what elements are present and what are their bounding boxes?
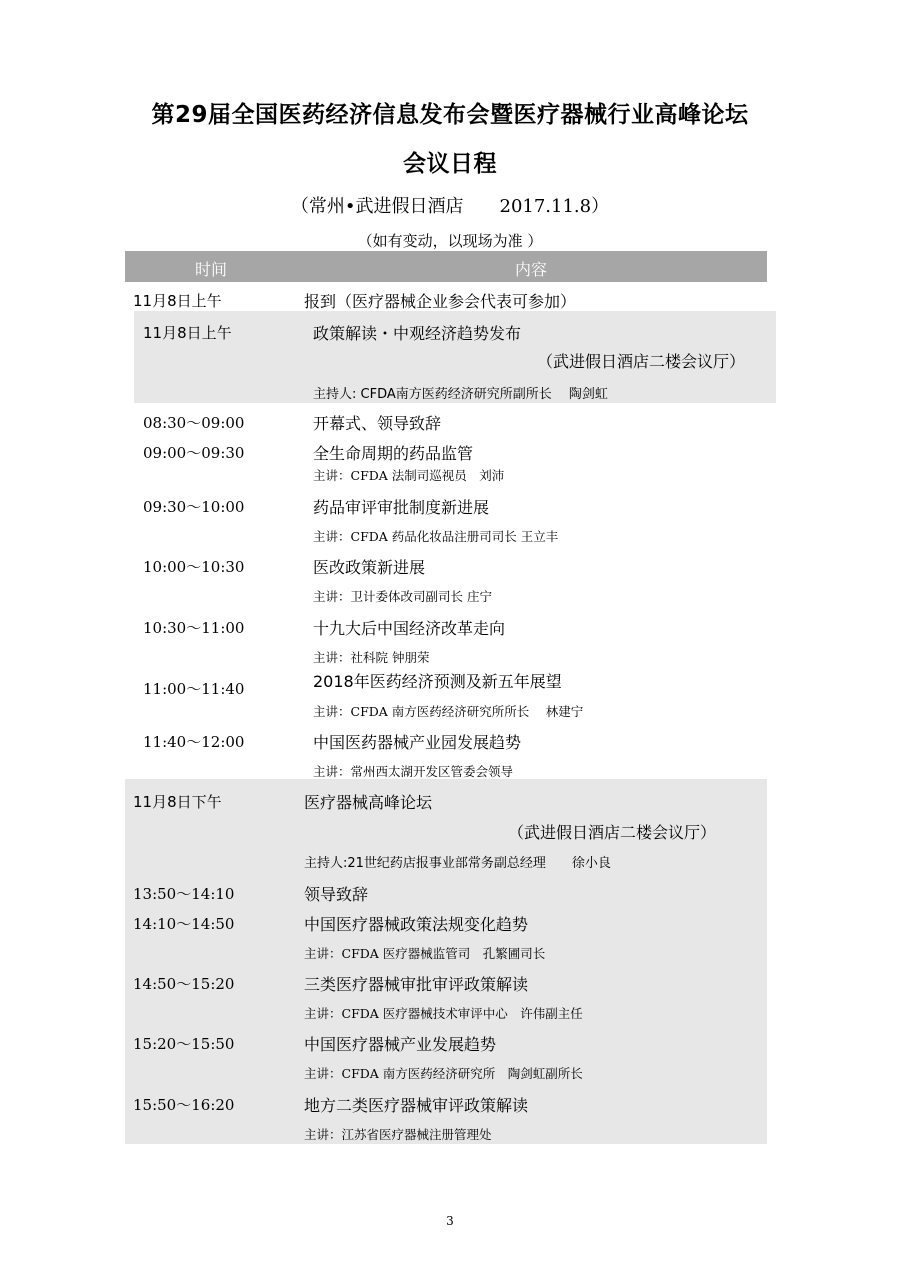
header-time: 时间 <box>195 260 228 279</box>
schedule-time: 10:00～10:30 <box>143 558 245 576</box>
schedule-time: 13:50～14:10 <box>133 885 235 903</box>
schedule-speaker: 主讲：CFDA 医疗器械技术审评中心 许伟副主任 <box>304 1006 583 1021</box>
schedule-topic: 领导致辞 <box>304 885 369 904</box>
schedule-speaker: 主讲：卫计委体改司副司长 庄宁 <box>313 589 492 604</box>
schedule-time: 09:30～10:00 <box>143 498 245 516</box>
schedule-topic: 地方二类医疗器械审评政策解读 <box>304 1096 529 1115</box>
schedule-speaker: 主讲：CFDA 南方医药经济研究所所长 林建宁 <box>313 704 584 719</box>
registration-time: 11月8日上午 <box>133 292 222 310</box>
schedule-topic: 药品审评审批制度新进展 <box>313 498 490 517</box>
schedule-time: 11:40～12:00 <box>143 733 245 751</box>
schedule-speaker: 主讲：CFDA 法制司巡视员 刘沛 <box>313 468 505 483</box>
afternoon-session-host: 主持人:21世纪药店报事业部常务副总经理 徐小良 <box>304 856 611 871</box>
page-number: 3 <box>446 1214 454 1228</box>
schedule-time: 08:30～09:00 <box>143 414 245 432</box>
schedule-topic: 2018年医药经济预测及新五年展望 <box>313 672 562 691</box>
schedule-topic: 全生命周期的药品监管 <box>313 444 474 463</box>
morning-session-host: 主持人: CFDA南方医药经济研究所副所长 陶剑虹 <box>313 387 608 402</box>
morning-session-location: （武进假日酒店二楼会议厅） <box>537 352 746 371</box>
schedule-topic: 医改政策新进展 <box>313 558 426 577</box>
registration-text: 报到（医疗器械企业参会代表可参加） <box>304 292 577 311</box>
schedule-time: 14:50～15:20 <box>133 975 235 993</box>
afternoon-session-location: （武进假日酒店二楼会议厅） <box>508 823 717 842</box>
schedule-time: 10:30～11:00 <box>143 619 245 637</box>
schedule-time: 11:00～11:40 <box>143 680 245 698</box>
schedule-topic: 中国医药器械产业园发展趋势 <box>313 733 522 752</box>
schedule-time: 15:20～15:50 <box>133 1035 235 1053</box>
document-title: 第29届全国医药经济信息发布会暨医疗器械行业高峰论坛 <box>151 102 749 128</box>
document-subtitle: 会议日程 <box>403 151 497 177</box>
schedule-topic: 中国医疗器械政策法规变化趋势 <box>304 915 529 934</box>
schedule-speaker: 主讲：江苏省医疗器械注册管理处 <box>304 1127 492 1142</box>
schedule-speaker: 主讲：CFDA 药品化妆品注册司司长 王立丰 <box>313 529 559 544</box>
schedule-time: 14:10～14:50 <box>133 915 235 933</box>
change-note: （如有变动，以现场为准 ） <box>357 232 543 250</box>
schedule-speaker: 主讲：CFDA 医疗器械监管司 孔繁圃司长 <box>304 946 546 961</box>
afternoon-session-title: 医疗器械高峰论坛 <box>304 793 433 812</box>
afternoon-session-time: 11月8日下午 <box>133 793 222 811</box>
schedule-topic: 十九大后中国经济改革走向 <box>313 619 506 638</box>
schedule-speaker: 主讲：常州西太湖开发区管委会领导 <box>313 764 514 779</box>
morning-session-time: 11月8日上午 <box>143 324 232 342</box>
schedule-time: 09:00～09:30 <box>143 444 245 462</box>
schedule-topic: 中国医疗器械产业发展趋势 <box>304 1035 497 1054</box>
table-header <box>125 251 767 282</box>
schedule-speaker: 主讲：CFDA 南方医药经济研究所 陶剑虹副所长 <box>304 1066 583 1081</box>
morning-session-title: 政策解读・中观经济趋势发布 <box>313 324 522 343</box>
schedule-speaker: 主讲：社科院 钟朋荣 <box>313 650 430 665</box>
schedule-time: 15:50～16:20 <box>133 1096 235 1114</box>
header-content: 内容 <box>515 260 548 279</box>
venue-line: （常州•武进假日酒店 2017.11.8） <box>290 196 610 217</box>
schedule-topic: 三类医疗器械审批审评政策解读 <box>304 975 529 994</box>
schedule-topic: 开幕式、领导致辞 <box>313 414 442 433</box>
